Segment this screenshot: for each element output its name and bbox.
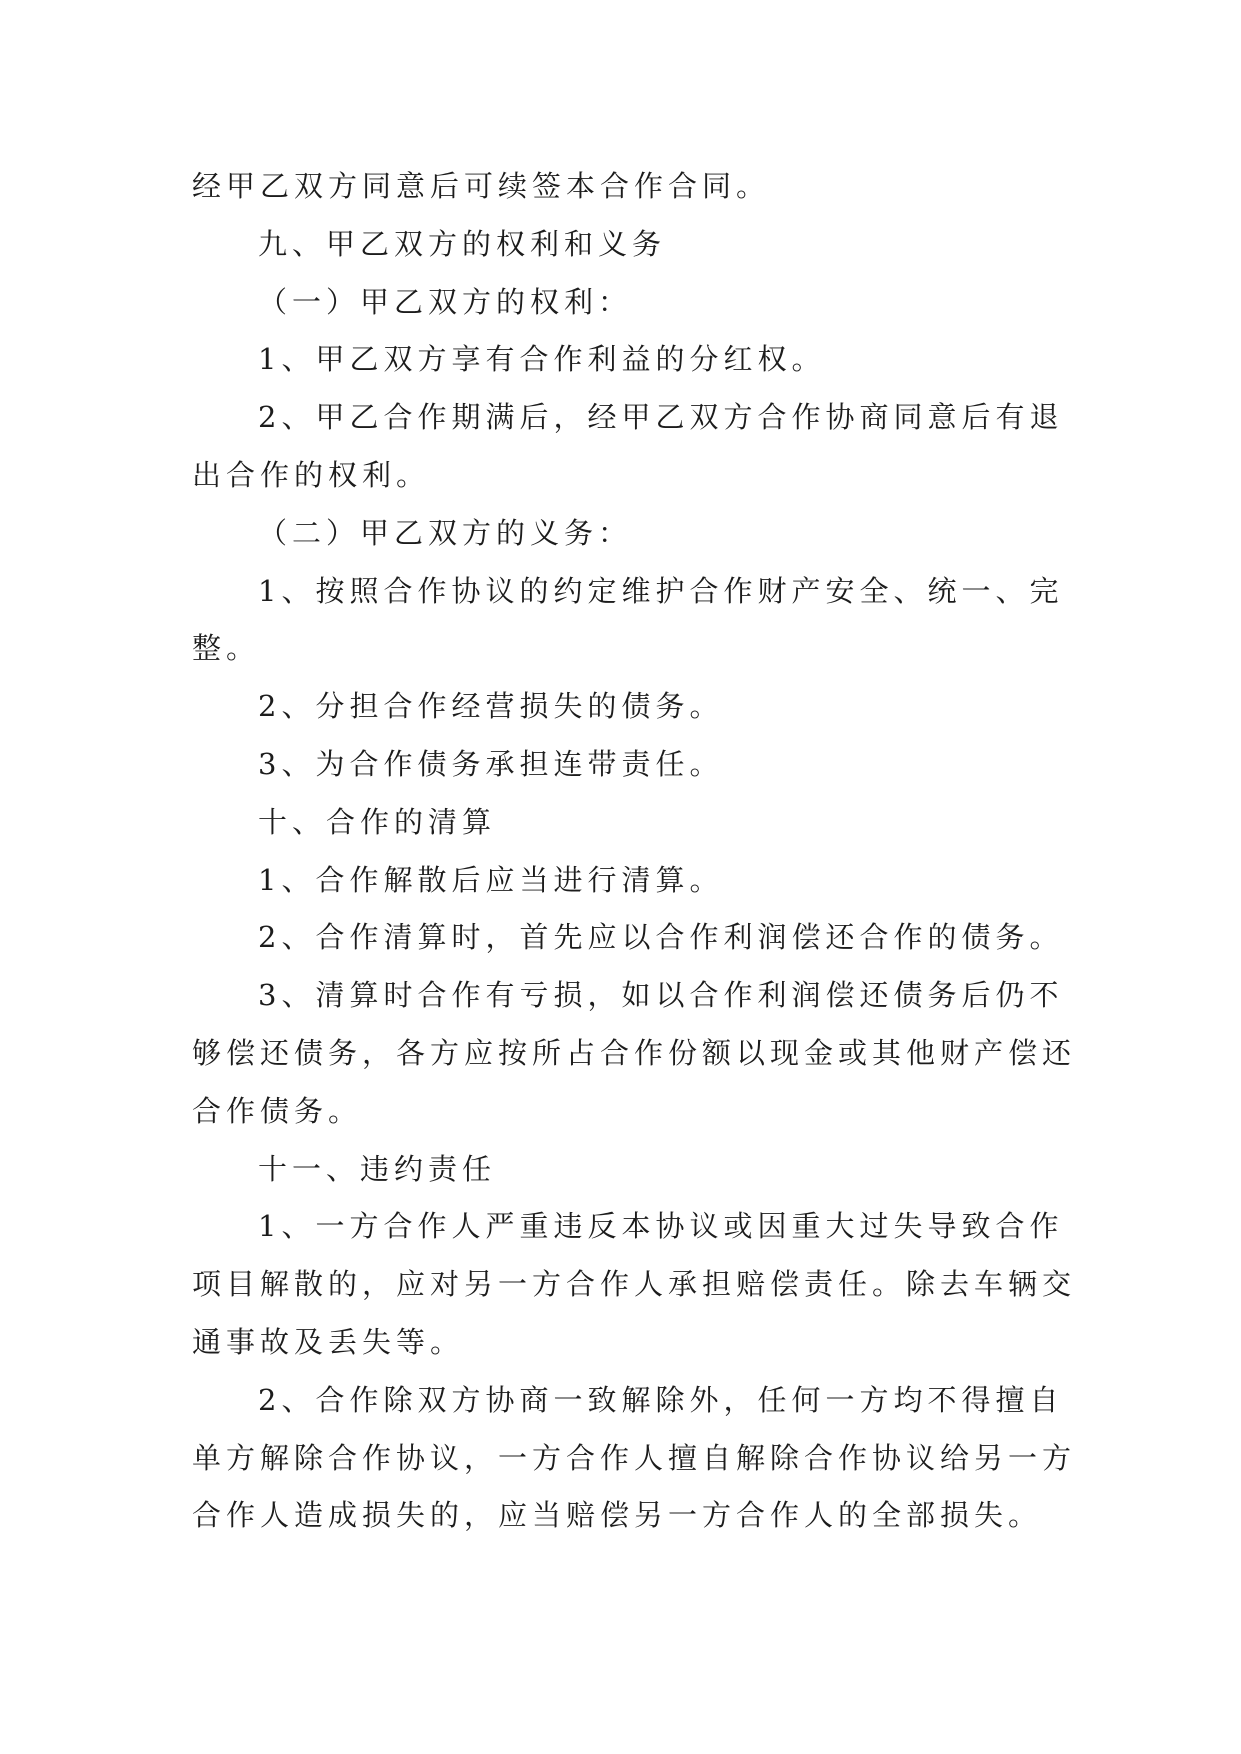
text-line: 1、合作解散后应当进行清算。 (258, 862, 724, 897)
text-line: 2、合作清算时，首先应以合作利润偿还合作的债务。 (258, 920, 1064, 955)
subsection-heading-obligations (192, 505, 1054, 563)
text-line: 通事故及丢失等。 (192, 1324, 465, 1359)
paragraph (192, 389, 1064, 505)
section-heading-10 (192, 794, 1054, 852)
text-line: 经甲乙双方同意后可续签本合作合同。 (192, 169, 771, 203)
paragraph (192, 736, 1054, 794)
text-line: 1、甲乙双方享有合作利益的分红权。 (258, 342, 826, 377)
paragraph (192, 1372, 1077, 1545)
text-line: 1、一方合作人严重违反本协议或因重大过失导致合作 (258, 1209, 1064, 1244)
text-line: 2、分担合作经营损失的债务。 (258, 689, 724, 724)
text-line: 2、合作除双方协商一致解除外，任何一方均不得擅自 (258, 1382, 1064, 1417)
text-line: 九、甲乙双方的权利和义务 (258, 226, 667, 261)
text-line: 单方解除合作协议，一方合作人擅自解除合作协议给另一方 (192, 1440, 1077, 1475)
text-line: （一）甲乙双方的权利： (258, 284, 633, 319)
section-heading-11 (192, 1141, 1054, 1199)
section-heading-9 (192, 216, 1054, 274)
text-line: 3、为合作债务承担连带责任。 (258, 746, 724, 781)
paragraph (192, 967, 1077, 1140)
text-line: 2、甲乙合作期满后，经甲乙双方合作协商同意后有退 (258, 400, 1064, 435)
text-line: 整。 (192, 631, 261, 666)
paragraph (192, 563, 1064, 679)
text-line: （二）甲乙双方的义务： (258, 515, 633, 550)
paragraph (192, 678, 1054, 736)
subsection-heading-rights (192, 274, 1054, 332)
text-line: 十一、违约责任 (258, 1151, 497, 1186)
text-line: 项目解散的，应对另一方合作人承担赔偿责任。除去车辆交 (192, 1267, 1077, 1302)
text-line: 合作人造成损失的，应当赔偿另一方合作人的全部损失。 (192, 1498, 1043, 1533)
paragraph (192, 158, 1054, 216)
text-line: 够偿还债务，各方应按所占合作份额以现金或其他财产偿还 (192, 1035, 1077, 1070)
paragraph (192, 909, 1064, 967)
paragraph (192, 1198, 1077, 1371)
text-line: 1、按照合作协议的约定维护合作财产安全、统一、完 (258, 573, 1064, 608)
document-body (192, 158, 1077, 1545)
text-line: 3、清算时合作有亏损，如以合作利润偿还债务后仍不 (258, 978, 1064, 1013)
paragraph (192, 852, 1054, 910)
text-line: 出合作的权利。 (192, 457, 431, 492)
paragraph (192, 331, 1054, 389)
text-line: 合作债务。 (192, 1093, 363, 1128)
text-line: 十、合作的清算 (258, 804, 497, 839)
